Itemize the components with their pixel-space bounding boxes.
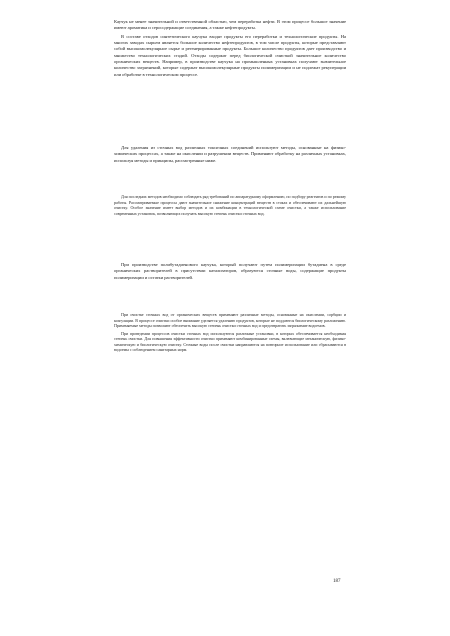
- paragraph-2: В составе отходов синтетического каучука входят продукты его переработки и технологические продукты. На многих заводах сырьем является большое количество нефтепродуктов, в том числе продукты, которые представляют собой высокомолекулярное сырье и регенерированные продукты. Большое количество продуктов дает производство и множество технологических стадий. Отходы содержат перед биологической очисткой значительное количество органических веществ. Например, в производстве каучука на промышленных установках получают значительное количество загрязнений, которые содержат высокомолекулярные продукты полимеризации и не подлежат рекуперации или обработке в технологическом процессе.: [114, 33, 346, 77]
- paragraph-3: Для удаления из сточных вод различных токсичных соединений используют методы, основанные на физико-химических процессах, а также на окислении и разрушении веществ. Применяют обработку на различных установках, используя методы и принципы, рассмотренные ниже.: [114, 145, 346, 163]
- paragraph-7: При проведении процессов очистки сточных вод используются различные установки, в которых обеспечивается необходимая степень очистки. Для повышения эффективности очистки применяют комбинированные схемы, включающие механическую, физико-химическую и биологическую очистку. Сточные воды после очистки направляются на повторное использование или сбрасываются в водоемы с соблюдением санитарных норм.: [114, 330, 346, 352]
- text-column-middle: [114, 145, 346, 164]
- text-column-middle-2: [114, 262, 346, 281]
- paragraph-5: При производстве полибутадиенового каучука, который получают путем полимеризации бутадиена в среде органических растворителей в присутствии катализаторов, образуются сточные воды, содержащие продукты полимеризации и остатки растворителей.: [114, 262, 346, 280]
- paragraph-1: Каучук не менее значительной и ответственной областью, чем переработка нефти. В этом процессе большое значение имеют ароматика и серосодержащие соединения, а также нефтепродукты.: [114, 19, 346, 31]
- text-column-top: [114, 19, 346, 78]
- page-number: 187: [333, 579, 341, 584]
- paragraph-4: Для последних методов необходимо соблюдать ряд требований по аппаратурному оформлению, по подбору реагентов и по режиму работы. Рассматриваемые процессы дают значительное снижение концентраций веществ в стоках и обеспечивают их дальнейшую очистку. Особое значение имеет выбор методов и их комбинации в технологической схеме очистки, а также использование современных установок, позволяющих получать высокую степень очистки сточных вод.: [114, 194, 346, 216]
- text-column-small-1: [114, 194, 346, 216]
- paragraph-6: При очистке сточных вод от органических веществ применяют различные методы, основанные на окислении, сорбции и коагуляции. В процессе очистки особое внимание уделяется удалению продуктов, которые не поддаются биологическому разложению. Применяемые методы позволяют обеспечить высокую степень очистки сточных вод и предотвратить загрязнение водоемов.: [114, 312, 346, 328]
- text-column-small-2: [114, 312, 346, 353]
